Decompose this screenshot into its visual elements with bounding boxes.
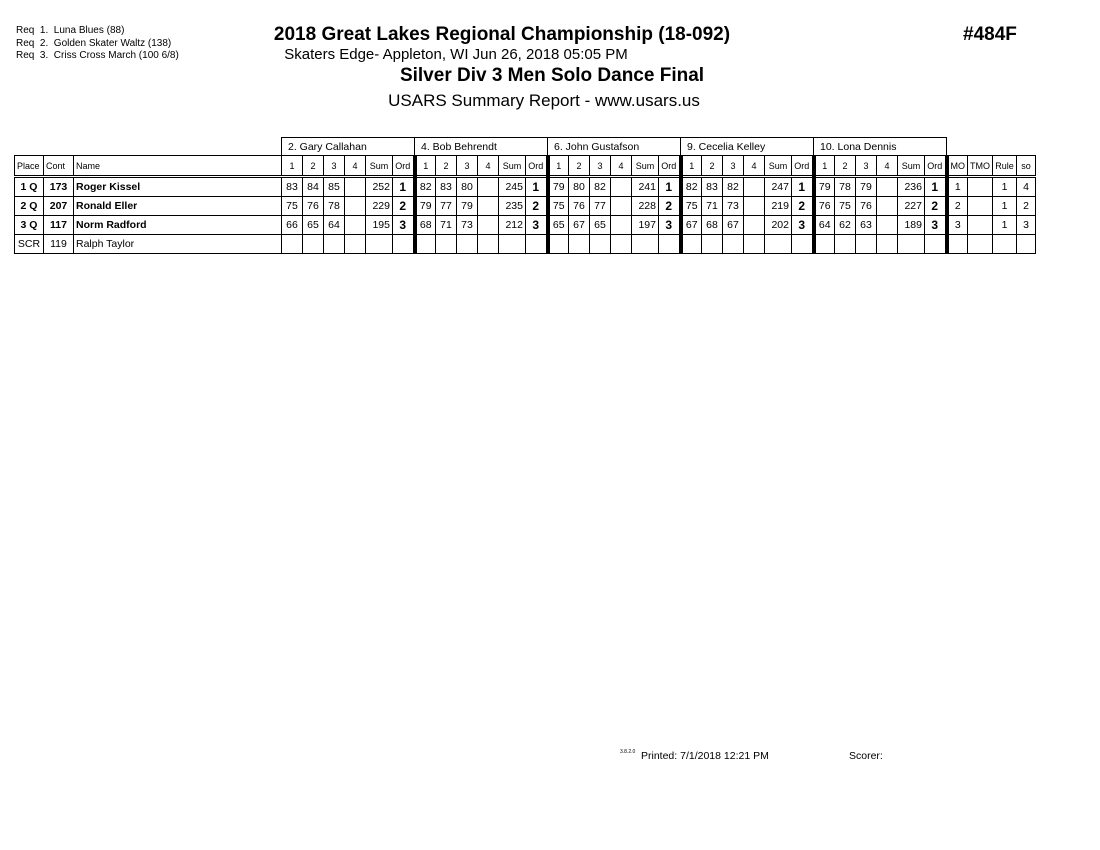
sum-cell: 227: [898, 197, 925, 216]
score-cell: 75: [681, 197, 702, 216]
column-header-score: 2: [835, 156, 856, 177]
column-header-ord: Ord: [925, 156, 947, 177]
rule-cell: 1: [993, 197, 1017, 216]
column-header-score: 4: [611, 156, 632, 177]
score-cell: [436, 235, 457, 254]
software-version: 3.8.2.0: [620, 749, 636, 755]
sum-cell: 245: [499, 177, 526, 197]
report-name: USARS Summary Report - www.usars.us: [388, 91, 700, 110]
score-cell: 79: [457, 197, 478, 216]
score-cell: [835, 235, 856, 254]
mo-cell: 2: [947, 197, 968, 216]
sum-cell: 212: [499, 216, 526, 235]
column-header-score: 1: [814, 156, 835, 177]
column-header-score: 3: [856, 156, 877, 177]
score-cell: 83: [282, 177, 303, 197]
ordinal-cell: 2: [659, 197, 681, 216]
score-cell: 67: [681, 216, 702, 235]
score-cell: 83: [436, 177, 457, 197]
score-cell: [814, 235, 835, 254]
score-cell: 75: [282, 197, 303, 216]
column-header-name: Name: [74, 156, 282, 177]
document-number: #484F: [963, 24, 1017, 45]
column-header-score: 3: [590, 156, 611, 177]
score-cell: [478, 177, 499, 197]
score-cell: [681, 235, 702, 254]
sum-cell: 219: [765, 197, 792, 216]
score-cell: [744, 197, 765, 216]
column-header-score: 2: [702, 156, 723, 177]
score-cell: 82: [681, 177, 702, 197]
contestant-number-cell: 207: [44, 197, 74, 216]
column-header-score: 1: [681, 156, 702, 177]
score-cell: [590, 235, 611, 254]
table-row: [15, 197, 1036, 216]
score-cell: [877, 235, 898, 254]
judge-header-spacer: [947, 138, 1036, 156]
score-cell: 67: [723, 216, 744, 235]
so-cell: [1017, 235, 1036, 254]
column-header-score: 1: [282, 156, 303, 177]
competition-title: 2018 Great Lakes Regional Championship (18-092): [273, 24, 731, 45]
ordinal-cell: 3: [792, 216, 814, 235]
score-cell: [478, 197, 499, 216]
column-header-ord: Ord: [393, 156, 415, 177]
sum-cell: 189: [898, 216, 925, 235]
sum-cell: 247: [765, 177, 792, 197]
sum-cell: [366, 235, 393, 254]
sum-cell: 228: [632, 197, 659, 216]
score-cell: 68: [702, 216, 723, 235]
column-header-row: [15, 156, 1036, 177]
ordinal-cell: 1: [659, 177, 681, 197]
skater-name-cell: Norm Radford: [74, 216, 282, 235]
score-cell: 64: [814, 216, 835, 235]
column-header-rule: Rule: [993, 156, 1017, 177]
score-cell: [345, 235, 366, 254]
sum-cell: 236: [898, 177, 925, 197]
score-cell: [877, 197, 898, 216]
sum-cell: 235: [499, 197, 526, 216]
so-cell: 2: [1017, 197, 1036, 216]
score-cell: 77: [436, 197, 457, 216]
judge-name: 10. Lona Dennis: [814, 138, 947, 156]
column-header-cont: Cont: [44, 156, 74, 177]
so-cell: 4: [1017, 177, 1036, 197]
column-header-sum: Sum: [366, 156, 393, 177]
requirement-2: Req 2. Golden Skater Waltz (138): [16, 37, 172, 49]
ordinal-cell: 1: [393, 177, 415, 197]
place-cell: SCR: [15, 235, 44, 254]
skater-name-cell: Ralph Taylor: [74, 235, 282, 254]
score-cell: 82: [590, 177, 611, 197]
sum-cell: 229: [366, 197, 393, 216]
score-cell: 63: [856, 216, 877, 235]
sum-cell: 241: [632, 177, 659, 197]
score-cell: [723, 235, 744, 254]
column-header-score: 3: [723, 156, 744, 177]
scorer-label: Scorer:: [849, 750, 883, 762]
column-header-sum: Sum: [898, 156, 925, 177]
score-cell: 76: [814, 197, 835, 216]
column-header-mo: MO: [947, 156, 968, 177]
so-cell: 3: [1017, 216, 1036, 235]
column-header-score: 3: [324, 156, 345, 177]
score-cell: [345, 216, 366, 235]
column-header-sum: Sum: [765, 156, 792, 177]
score-cell: 78: [835, 177, 856, 197]
column-header-ord: Ord: [792, 156, 814, 177]
ordinal-cell: 2: [925, 197, 947, 216]
sum-cell: 202: [765, 216, 792, 235]
contestant-number-cell: 173: [44, 177, 74, 197]
table-row: [15, 235, 1036, 254]
mo-cell: 1: [947, 177, 968, 197]
tmo-cell: [968, 235, 993, 254]
score-cell: [478, 216, 499, 235]
score-cell: [877, 177, 898, 197]
printed-timestamp: Printed: 7/1/2018 12:21 PM: [641, 750, 769, 762]
rule-cell: 1: [993, 216, 1017, 235]
score-cell: 66: [282, 216, 303, 235]
judge-name: 2. Gary Callahan: [282, 138, 415, 156]
score-cell: 78: [324, 197, 345, 216]
score-cell: 80: [569, 177, 590, 197]
judge-name: 4. Bob Behrendt: [415, 138, 548, 156]
score-cell: [345, 197, 366, 216]
score-cell: 79: [814, 177, 835, 197]
requirement-3: Req 3. Criss Cross March (100 6/8): [16, 50, 179, 61]
score-cell: [569, 235, 590, 254]
score-cell: 80: [457, 177, 478, 197]
score-cell: [548, 235, 569, 254]
ordinal-cell: [659, 235, 681, 254]
score-cell: 79: [856, 177, 877, 197]
column-header-so: so: [1017, 156, 1036, 177]
ordinal-cell: 2: [393, 197, 415, 216]
judge-header-row: [15, 138, 1036, 156]
ordinal-cell: [393, 235, 415, 254]
ordinal-cell: [925, 235, 947, 254]
ordinal-cell: 1: [526, 177, 548, 197]
ordinal-cell: 3: [659, 216, 681, 235]
score-cell: 65: [548, 216, 569, 235]
place-cell: 1 Q: [15, 177, 44, 197]
sum-cell: [898, 235, 925, 254]
column-header-sum: Sum: [632, 156, 659, 177]
score-cell: 75: [548, 197, 569, 216]
score-cell: 62: [835, 216, 856, 235]
sum-cell: 197: [632, 216, 659, 235]
ordinal-cell: 2: [526, 197, 548, 216]
score-cell: 64: [324, 216, 345, 235]
requirement-1: Req 1. Luna Blues (88): [16, 25, 125, 36]
tmo-cell: [968, 197, 993, 216]
score-cell: [457, 235, 478, 254]
skater-name-cell: Roger Kissel: [74, 177, 282, 197]
mo-cell: [947, 235, 968, 254]
score-cell: 84: [303, 177, 324, 197]
column-header-score: 4: [345, 156, 366, 177]
skater-name-cell: Ronald Eller: [74, 197, 282, 216]
tmo-cell: [968, 177, 993, 197]
contestant-number-cell: 119: [44, 235, 74, 254]
score-cell: 71: [436, 216, 457, 235]
score-cell: [877, 216, 898, 235]
ordinal-cell: [792, 235, 814, 254]
score-cell: [744, 235, 765, 254]
score-cell: [744, 216, 765, 235]
column-header-score: 1: [415, 156, 436, 177]
score-cell: 77: [590, 197, 611, 216]
score-cell: 82: [415, 177, 436, 197]
rule-cell: [993, 235, 1017, 254]
score-cell: 83: [702, 177, 723, 197]
ordinal-cell: 3: [925, 216, 947, 235]
place-cell: 2 Q: [15, 197, 44, 216]
score-cell: 76: [856, 197, 877, 216]
score-cell: [611, 216, 632, 235]
ordinal-cell: 3: [393, 216, 415, 235]
table-row: [15, 177, 1036, 197]
score-cell: [415, 235, 436, 254]
score-cell: 65: [303, 216, 324, 235]
score-cell: 73: [457, 216, 478, 235]
judge-name: 9. Cecelia Kelley: [681, 138, 814, 156]
tmo-cell: [968, 216, 993, 235]
event-name: Silver Div 3 Men Solo Dance Final: [399, 65, 705, 86]
score-cell: [611, 197, 632, 216]
judge-header-spacer: [15, 138, 282, 156]
column-header-score: 1: [548, 156, 569, 177]
column-header-place: Place: [15, 156, 44, 177]
column-header-score: 2: [569, 156, 590, 177]
column-header-sum: Sum: [499, 156, 526, 177]
rule-cell: 1: [993, 177, 1017, 197]
score-cell: [345, 177, 366, 197]
column-header-score: 4: [478, 156, 499, 177]
column-header-score: 4: [744, 156, 765, 177]
score-cell: 82: [723, 177, 744, 197]
sum-cell: 195: [366, 216, 393, 235]
ordinal-cell: 1: [792, 177, 814, 197]
score-cell: 71: [702, 197, 723, 216]
mo-cell: 3: [947, 216, 968, 235]
score-cell: 79: [415, 197, 436, 216]
score-cell: 76: [569, 197, 590, 216]
score-cell: [702, 235, 723, 254]
sum-cell: [765, 235, 792, 254]
ordinal-cell: 1: [925, 177, 947, 197]
score-cell: 67: [569, 216, 590, 235]
score-cell: 68: [415, 216, 436, 235]
ordinal-cell: [526, 235, 548, 254]
sum-cell: 252: [366, 177, 393, 197]
venue-date: Skaters Edge- Appleton, WI Jun 26, 2018 05:05 PM: [284, 46, 628, 63]
sum-cell: [499, 235, 526, 254]
score-cell: 75: [835, 197, 856, 216]
judge-name: 6. John Gustafson: [548, 138, 681, 156]
contestant-number-cell: 117: [44, 216, 74, 235]
ordinal-cell: 2: [792, 197, 814, 216]
sum-cell: [632, 235, 659, 254]
ordinal-cell: 3: [526, 216, 548, 235]
place-cell: 3 Q: [15, 216, 44, 235]
score-cell: 73: [723, 197, 744, 216]
column-header-score: 3: [457, 156, 478, 177]
score-cell: [478, 235, 499, 254]
score-cell: [303, 235, 324, 254]
score-cell: [611, 177, 632, 197]
column-header-score: 4: [877, 156, 898, 177]
column-header-tmo: TMO: [968, 156, 993, 177]
score-cell: [324, 235, 345, 254]
score-cell: 76: [303, 197, 324, 216]
score-cell: 85: [324, 177, 345, 197]
score-cell: 65: [590, 216, 611, 235]
column-header-score: 2: [436, 156, 457, 177]
column-header-ord: Ord: [526, 156, 548, 177]
table-row: [15, 216, 1036, 235]
column-header-ord: Ord: [659, 156, 681, 177]
score-cell: [856, 235, 877, 254]
column-header-score: 2: [303, 156, 324, 177]
score-cell: [744, 177, 765, 197]
score-cell: [611, 235, 632, 254]
results-table: [14, 137, 1036, 254]
score-cell: 79: [548, 177, 569, 197]
score-cell: [282, 235, 303, 254]
